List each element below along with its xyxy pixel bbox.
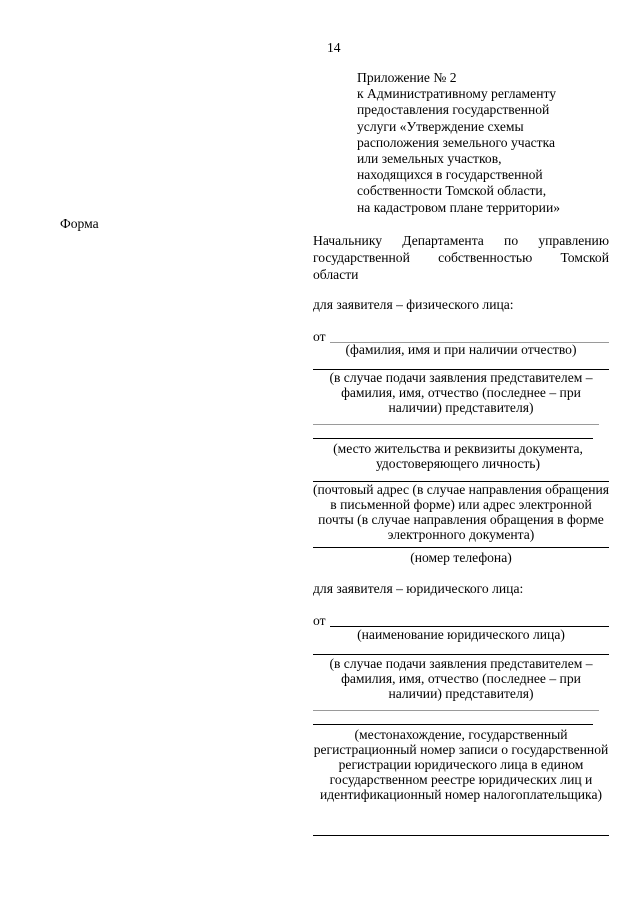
appendix-line: предоставления государственной [357,102,550,118]
addressee-word: Департамента [402,233,484,248]
addressee-word: Начальнику [313,233,383,248]
appendix-line: Приложение № 2 [357,70,457,85]
appendix-line: находящихся в государственной [357,167,543,183]
individual-residence-field-1[interactable] [313,424,599,425]
legal-from-label: от [313,613,326,628]
legal-name-caption: (наименование юридического лица) [357,627,565,642]
addressee-word: собственностью [438,250,533,265]
legal-extra-field[interactable] [313,835,609,836]
addressee-row [313,249,609,266]
addressee-word: государственной [313,250,410,265]
appendix-line: услуги «Утверждение схемы [357,118,524,134]
addressee-row: области [313,267,359,282]
appendix-line: или земельных участков, [357,151,502,167]
individual-representative-caption: (в случае подачи заявления представителем – фамилия, имя, отчество (последнее – при наличии) представителя) [329,370,593,415]
legal-heading: для заявителя – юридического лица: [313,581,524,596]
individual-residence-caption: (место жительства и реквизиты документа, удостоверяющего личность) [333,441,583,471]
addressee-word: Томской [560,250,609,265]
individual-postal-caption: (почтовый адрес (в случае направления обращения в письменной форме) или адрес электронной почты (в случае направления обращения в форме электронного документа) [313,482,610,542]
addressee-word: управлению [538,233,609,248]
individual-residence-field-2[interactable] [313,438,593,439]
form-label: Форма [60,216,99,231]
page-number: 14 [327,40,341,55]
individual-heading: для заявителя – физического лица: [313,297,514,312]
individual-phone-field[interactable] [313,547,609,548]
addressee-block [313,232,609,283]
legal-representative-caption: (в случае подачи заявления представителем – фамилия, имя, отчество (последнее – при наличии) представителя) [329,656,593,701]
addressee-row [313,232,609,249]
appendix-header [357,70,597,216]
legal-location-field-2[interactable] [313,724,593,725]
legal-representative-field[interactable] [313,654,609,655]
appendix-line: к Административному регламенту [357,86,557,102]
addressee-word: по [504,233,519,248]
appendix-line: расположения земельного участка [357,134,556,150]
legal-location-field-1[interactable] [313,710,599,711]
legal-location-caption: (местонахождение, государственный регистрационный номер записи о государственной регистрации юридического лица в едином государственном реестре юридических лиц и идентификационный номер налогоплательщика) [313,727,609,802]
individual-name-caption: (фамилия, имя и при наличии отчество) [345,342,577,357]
appendix-line: собственности Томской области, [357,183,547,199]
individual-phone-caption: (номер телефона) [410,550,512,565]
appendix-line: на кадастровом плане территории» [357,199,561,215]
individual-from-label: от [313,329,326,344]
